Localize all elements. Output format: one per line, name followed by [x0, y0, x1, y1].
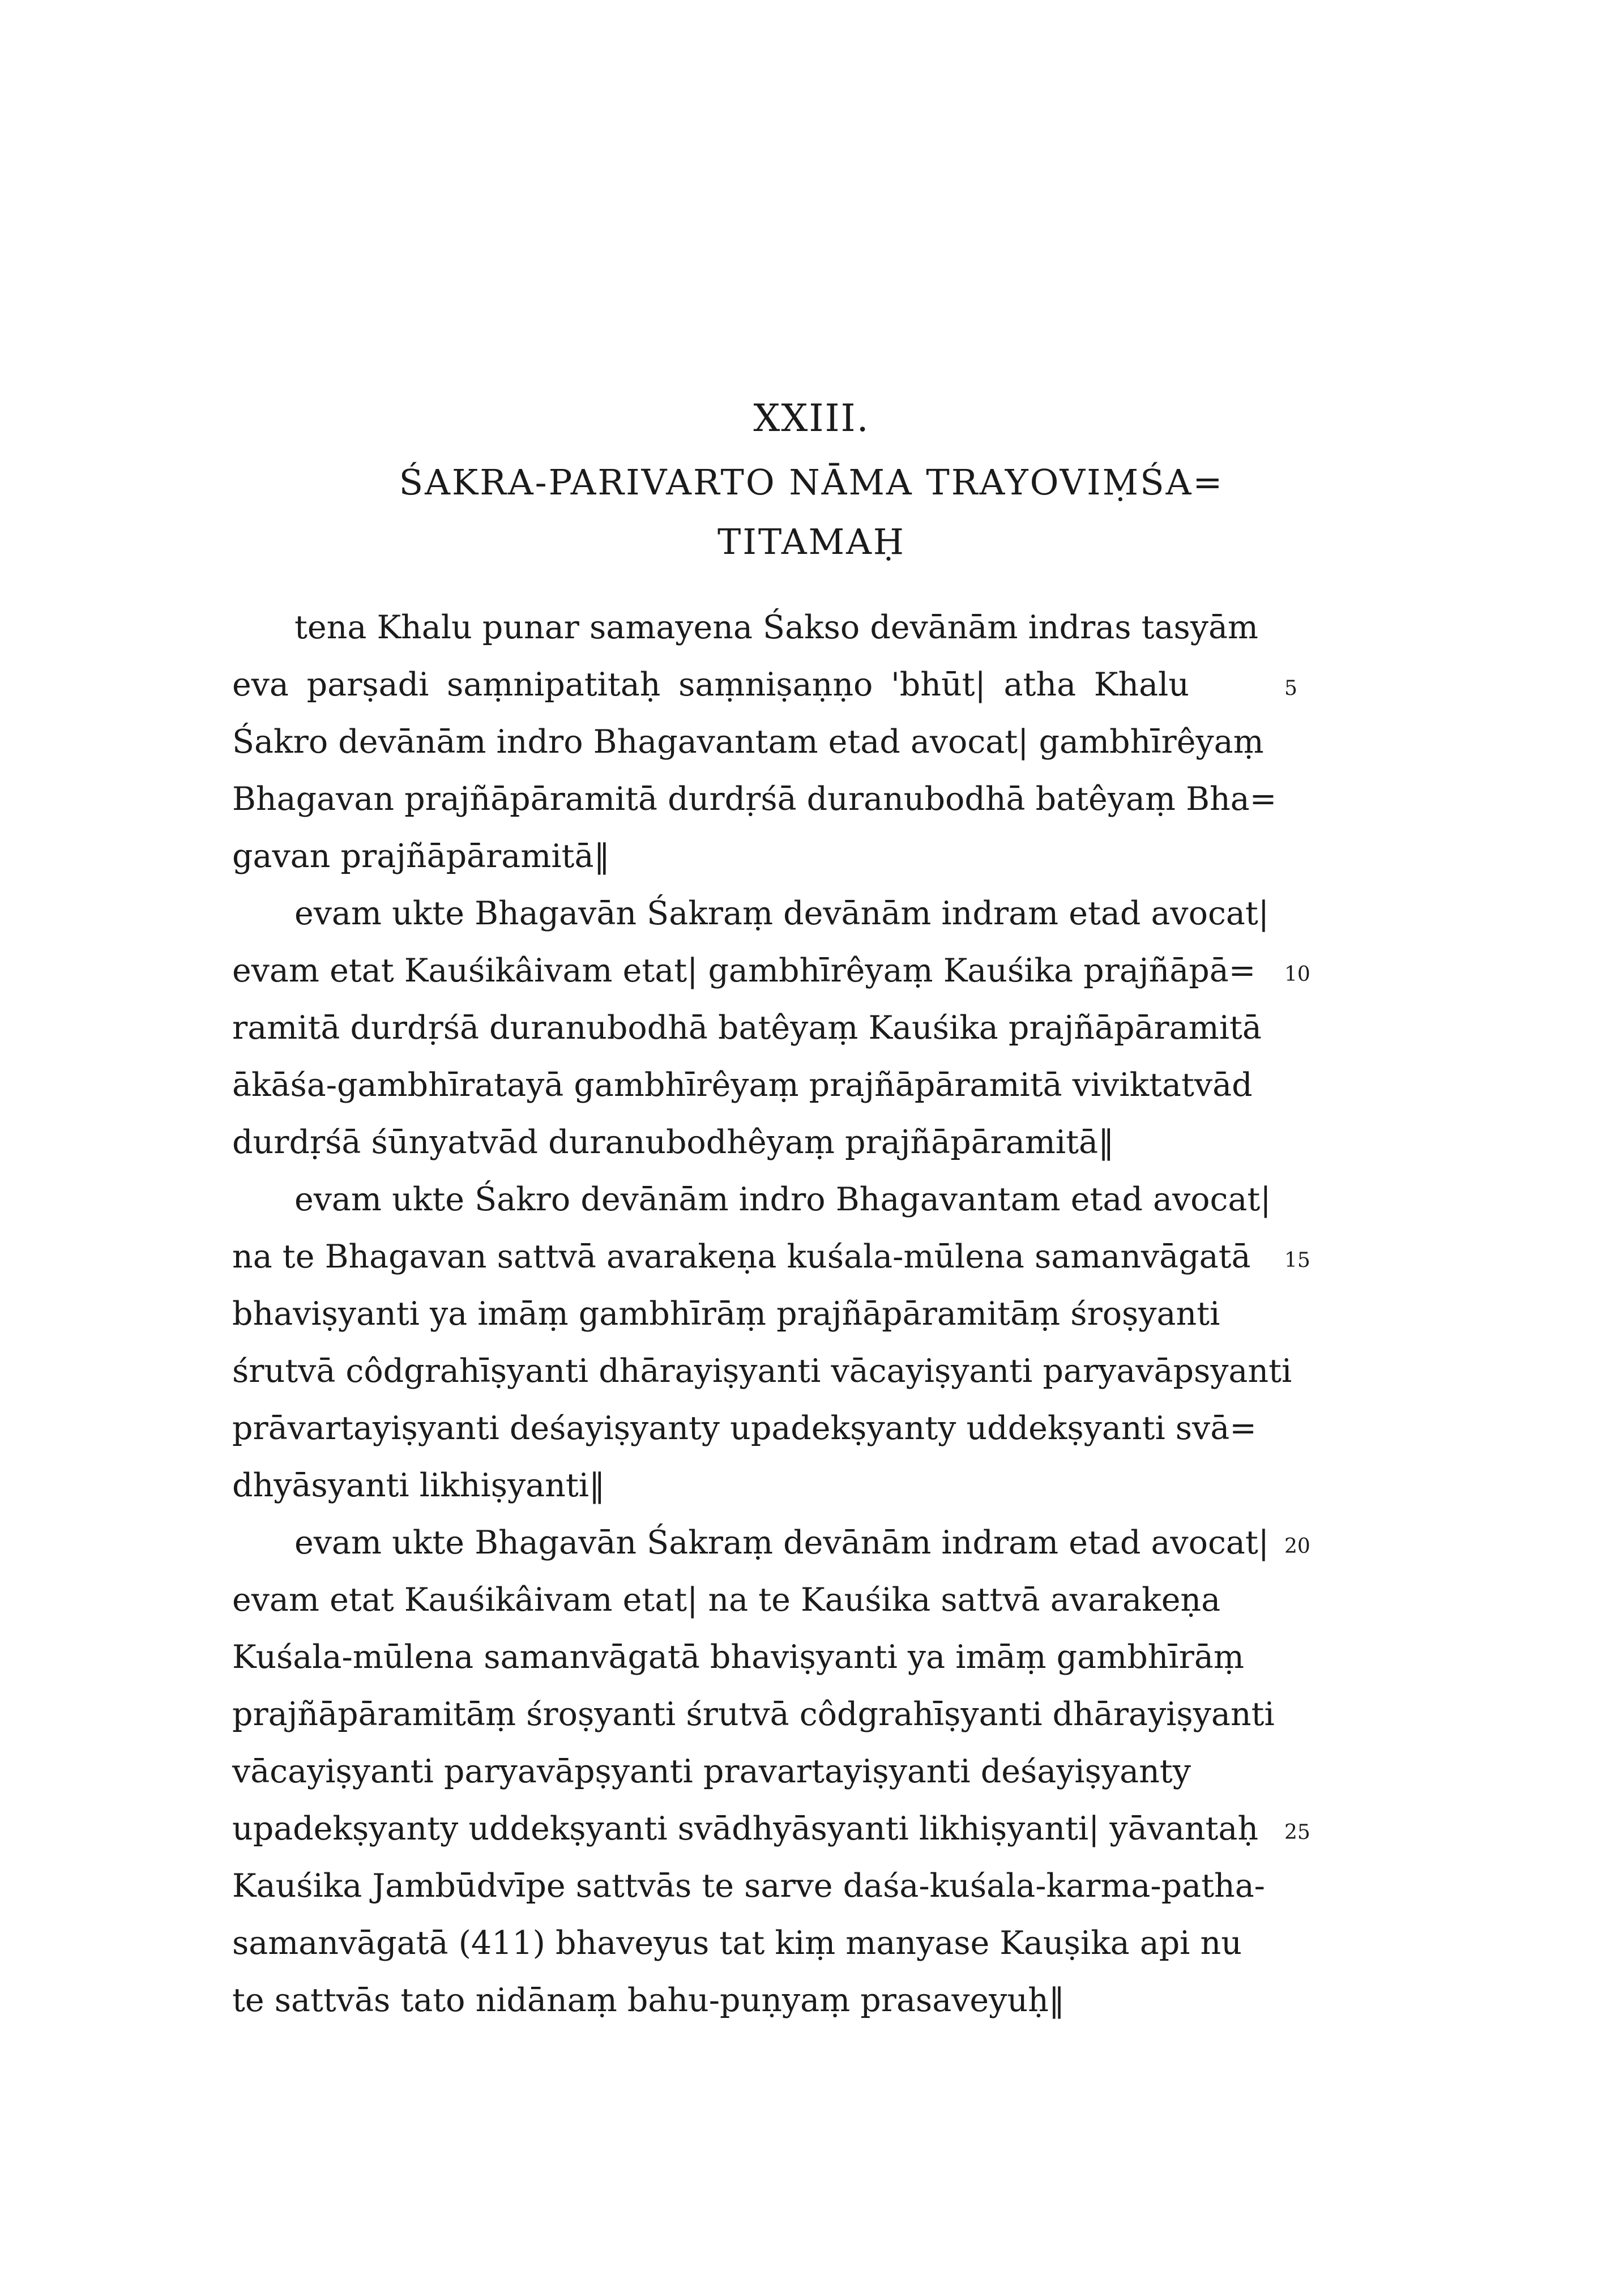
- margin-line-number: 20: [1284, 1535, 1310, 1558]
- chapter-number: XXIII.: [753, 396, 870, 440]
- chapter-title-line-2: TITAMAḤ: [717, 521, 906, 562]
- text-line: te sattvās tato nidānaṃ bahu-puṇyaṃ prasaveyuḥ‖: [232, 1982, 1065, 2019]
- text-line: evam ukte Bhagavān Śakraṃ devānām indram etad avocat|: [294, 895, 1269, 932]
- margin-line-number: 5: [1284, 677, 1297, 700]
- text-line: evam ukte Śakro devānām indro Bhagavantam etad avocat|: [294, 1181, 1271, 1218]
- text-line: evam etat Kauśikâivam etat| na te Kauśika sattvā avarakeṇa: [232, 1581, 1221, 1619]
- chapter-title-line-1: ŚAKRA-PARIVARTO NĀMA TRAYOVIṂŚA=: [399, 462, 1224, 503]
- text-line: upadekṣyanty uddekṣyanti svādhyāsyanti likhiṣyanti| yāvantaḥ: [232, 1810, 1259, 1847]
- text-line: śrutvā côdgrahīṣyanti dhārayiṣyanti vācayiṣyanti paryavāpsyanti: [232, 1352, 1292, 1390]
- margin-line-number: 15: [1284, 1249, 1310, 1272]
- text-line: tena Khalu punar samayena Śakso devānām indras tasyām: [294, 609, 1258, 646]
- text-line: Kauśika Jambūdvīpe sattvās te sarve daśa-kuśala-karma-patha-: [232, 1867, 1265, 1905]
- text-line: prajñāpāramitāṃ śroṣyanti śrutvā côdgrahīṣyanti dhārayiṣyanti: [232, 1696, 1275, 1733]
- text-line: Śakro devānām indro Bhagavantam etad avocat| gambhīrêyaṃ: [232, 723, 1264, 761]
- text-line: evam etat Kauśikâivam etat| gambhīrêyaṃ Kauśika prajñāpā=: [232, 952, 1256, 989]
- text-line: prāvartayiṣyanti deśayiṣyanty upadekṣyanty uddekṣyanti svā=: [232, 1410, 1257, 1447]
- text-line: durdṛśā śūnyatvād duranubodhêyaṃ prajñāpāramitā‖: [232, 1124, 1114, 1161]
- text-line: ākāśa-gambhīratayā gambhīrêyaṃ prajñāpāramitā viviktatvād: [232, 1066, 1253, 1104]
- text-line: samanvāgatā (411) bhaveyus tat kiṃ manyase Kauṣika api nu: [232, 1924, 1242, 1962]
- text-line: Kuśala-mūlena samanvāgatā bhaviṣyanti ya imāṃ gambhīrāṃ: [232, 1638, 1244, 1676]
- text-line: dhyāsyanti likhiṣyanti‖: [232, 1467, 605, 1504]
- text-line: gavan prajñāpāramitā‖: [232, 838, 610, 875]
- margin-line-number: 25: [1284, 1821, 1310, 1844]
- text-line: bhaviṣyanti ya imāṃ gambhīrāṃ prajñāpāramitāṃ śroṣyanti: [232, 1295, 1220, 1333]
- margin-line-number: 10: [1284, 963, 1310, 986]
- text-line: Bhagavan prajñāpāramitā durdṛśā duranubodhā batêyaṃ Bha=: [232, 780, 1277, 818]
- text-line: eva parṣadi saṃnipatitaḥ saṃniṣaṇṇo 'bhūt| atha Khalu: [232, 666, 1189, 703]
- text-line: vācayiṣyanti paryavāpṣyanti pravartayiṣyanti deśayiṣyanty: [232, 1753, 1191, 1790]
- text-line: ramitā durdṛśā duranubodhā batêyaṃ Kauśika prajñāpāramitā: [232, 1009, 1262, 1047]
- text-line: evam ukte Bhagavān Śakraṃ devānām indram etad avocat|: [294, 1524, 1269, 1561]
- text-line: na te Bhagavan sattvā avarakeṇa kuśala-mūlena samanvāgatā: [232, 1238, 1251, 1275]
